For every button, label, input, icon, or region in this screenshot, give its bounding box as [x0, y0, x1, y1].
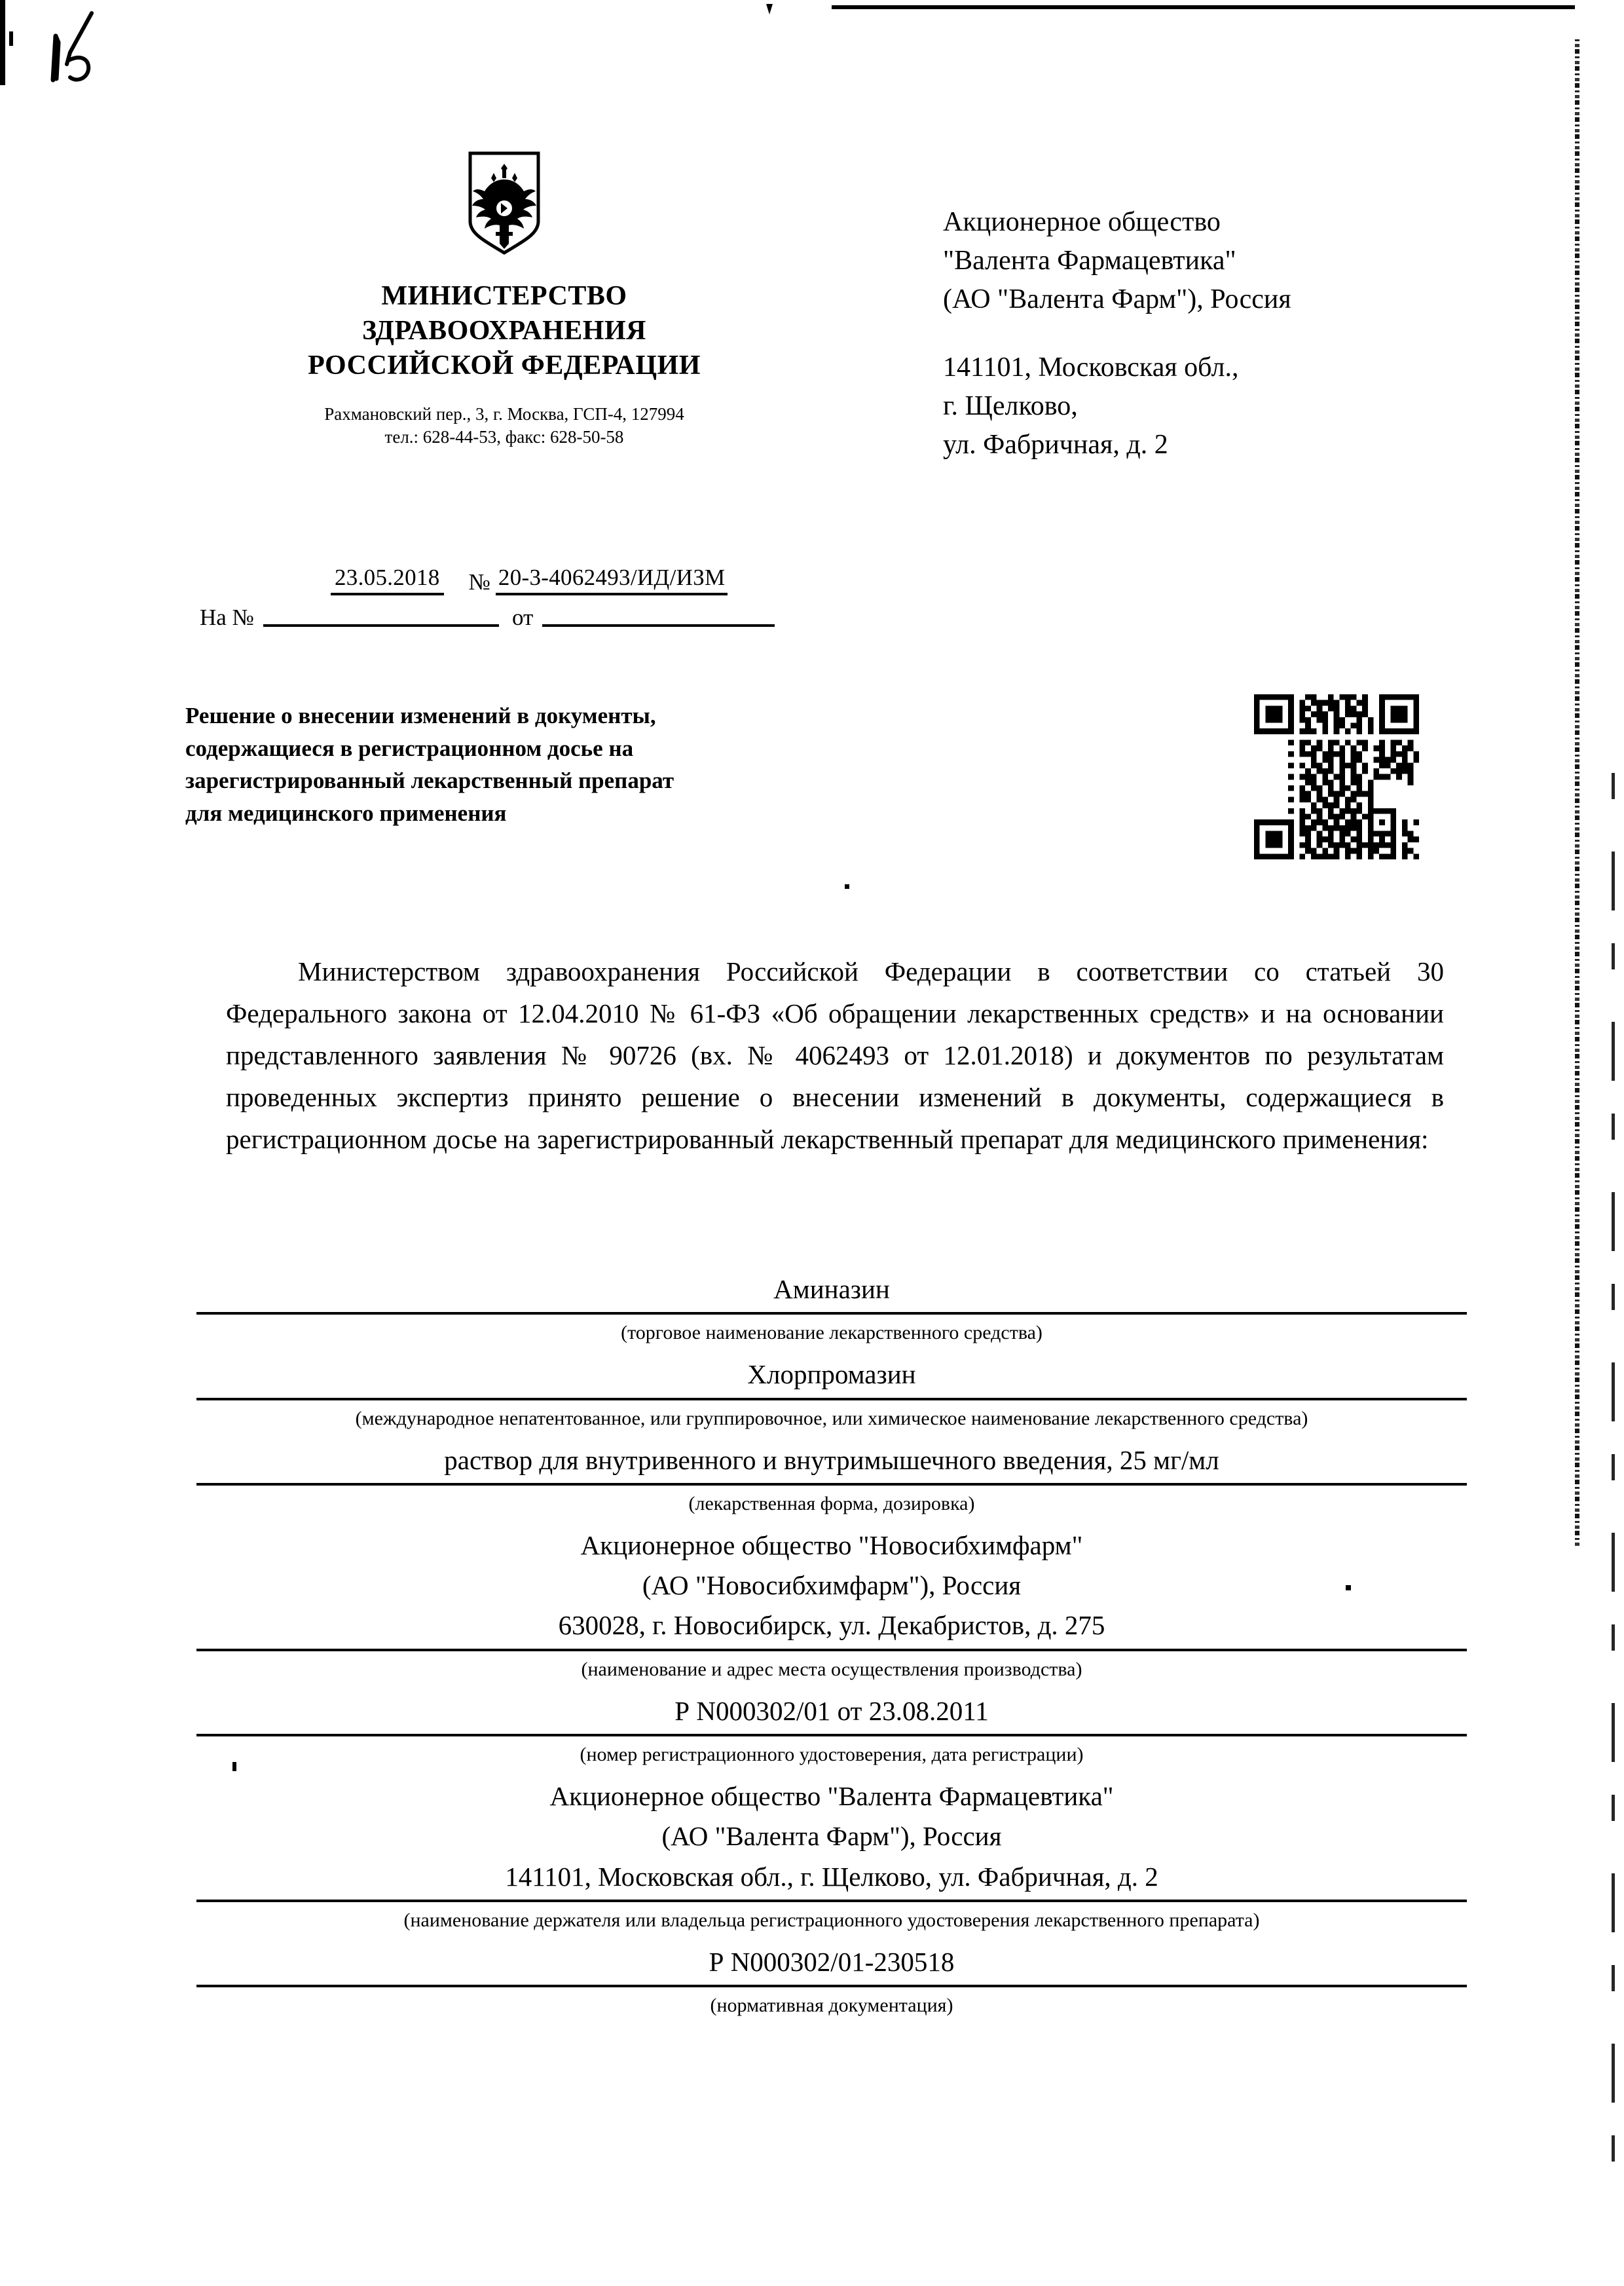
- drug-details-form: [196, 1271, 1467, 2029]
- scan-artifact-left-edge: [0, 0, 5, 85]
- form-field-normative-documentation: [196, 1943, 1467, 2029]
- manufacturer-address: 630028, г. Новосибирск, ул. Декабристов, д. 275: [558, 1610, 1105, 1641]
- ministry-line-2: ЗДРАВООХРАНЕНИЯ: [362, 315, 646, 346]
- recipient-line-1: Акционерное общество: [943, 207, 1221, 237]
- recipient-address-block: [943, 203, 1572, 464]
- reference-block: [200, 565, 861, 631]
- from-date-blank: [542, 607, 775, 627]
- reply-to-label: На №: [200, 605, 254, 630]
- trade-name-value: Аминазин: [773, 1274, 890, 1304]
- normative-documentation-value: Р N000302/01-230518: [709, 1946, 955, 1977]
- form-field-inn: [196, 1356, 1467, 1441]
- scan-artifact-top-tick: [766, 4, 773, 14]
- body-paragraph: [226, 951, 1444, 1161]
- scan-artifact-top-bar: [832, 5, 1575, 9]
- form-field-registration-certificate: [196, 1693, 1467, 1778]
- document-number: 20-3-4062493/ИД/ИЗМ: [496, 565, 728, 595]
- manufacturer-short-name: (АО "Новосибхимфарм"), Россия: [642, 1570, 1022, 1601]
- holder-caption: (наименование держателя или владельца регистрационного удостоверения лекарственного препарата): [403, 1909, 1260, 1931]
- dosage-form-value: раствор для внутривенного и внутримышечного введения, 25 мг/мл: [444, 1444, 1219, 1475]
- ministry-address: Рахмановский пер., 3, г. Москва, ГСП-4, 127994: [324, 403, 684, 424]
- registration-certificate-caption: (номер регистрационного удостоверения, дата регистрации): [580, 1744, 1084, 1766]
- holder-address: 141101, Московская обл., г. Щелково, ул. Фабричная, д. 2: [505, 1861, 1158, 1892]
- form-field-certificate-holder: [196, 1778, 1467, 1943]
- dosage-form-caption: (лекарственная форма, дозировка): [688, 1492, 975, 1514]
- ministry-name: [246, 279, 763, 383]
- scan-artifact-right-margin: [1612, 773, 1615, 2201]
- document-date: 23.05.2018: [331, 565, 444, 595]
- form-field-trade-name: [196, 1271, 1467, 1356]
- manufacturer-caption: (наименование и адрес места осуществления производства): [581, 1658, 1082, 1680]
- reply-number-blank: [263, 607, 499, 627]
- recipient-line-4: 141101, Московская обл.,: [943, 352, 1239, 383]
- recipient-line-6: ул. Фабричная, д. 2: [943, 429, 1168, 460]
- holder-short-name: (АО "Валента Фарм"), Россия: [661, 1821, 1002, 1852]
- from-label: от: [511, 605, 534, 630]
- number-symbol: №: [468, 569, 490, 595]
- subject-heading: Решение о внесении изменений в документы, содержащиеся в регистрационном досье на зарегистрированный лекарственный препарат для медицинского применения: [185, 703, 674, 827]
- recipient-line-2: "Валента Фармацевтика": [943, 245, 1236, 276]
- ministry-line-3: РОССИЙСКОЙ ФЕДЕРАЦИИ: [308, 350, 701, 381]
- form-field-dosage-form: [196, 1442, 1467, 1527]
- ministry-phone: тел.: 628-44-53, факс: 628-50-58: [384, 427, 624, 447]
- handwritten-page-mark: [36, 7, 121, 105]
- manufacturer-name: Акционерное общество "Новосибхимфарм": [580, 1529, 1083, 1560]
- holder-name: Акционерное общество "Валента Фармацевтика": [549, 1781, 1114, 1812]
- scan-artifact-left-dot: [9, 31, 13, 46]
- trade-name-caption: (торговое наименование лекарственного средства): [621, 1322, 1043, 1344]
- body-paragraph-text: Министерством здравоохранения Российской Федерации в соответствии со статьей 30 Федерального закона от 12.04.2010 № 61-ФЗ «Об обращении лекарственных средств» и на основании представленного заявления № 90726 (вх. № 4062493 от 12.01.2018) и документов по результатам проведенных экспертиз принято решение о внесении изменений в документы, содержащиеся в регистрационном досье на зарегистрированный лекарственный препарат для медицинского применения:: [226, 956, 1444, 1154]
- registration-certificate-value: Р N000302/01 от 23.08.2011: [674, 1695, 989, 1726]
- letterhead: [246, 151, 763, 449]
- inn-caption: (международное непатентованное, или группировочное, или химическое наименование лекарственного средства): [355, 1407, 1308, 1429]
- scan-artifact-right-noise: [1575, 39, 1579, 1546]
- scan-speck: [845, 884, 849, 889]
- ministry-line-1: МИНИСТЕРСТВО: [381, 281, 627, 311]
- russian-coat-of-arms-icon: [465, 151, 544, 255]
- normative-documentation-caption: (нормативная документация): [710, 1995, 953, 2017]
- form-field-manufacturer: [196, 1527, 1467, 1693]
- ministry-contact: [246, 403, 763, 449]
- inn-value: Хлорпромазин: [747, 1359, 916, 1390]
- qr-code: [1254, 694, 1419, 859]
- recipient-line-3: (АО "Валента Фарм"), Россия: [943, 284, 1291, 314]
- recipient-line-5: г. Щелково,: [943, 391, 1078, 422]
